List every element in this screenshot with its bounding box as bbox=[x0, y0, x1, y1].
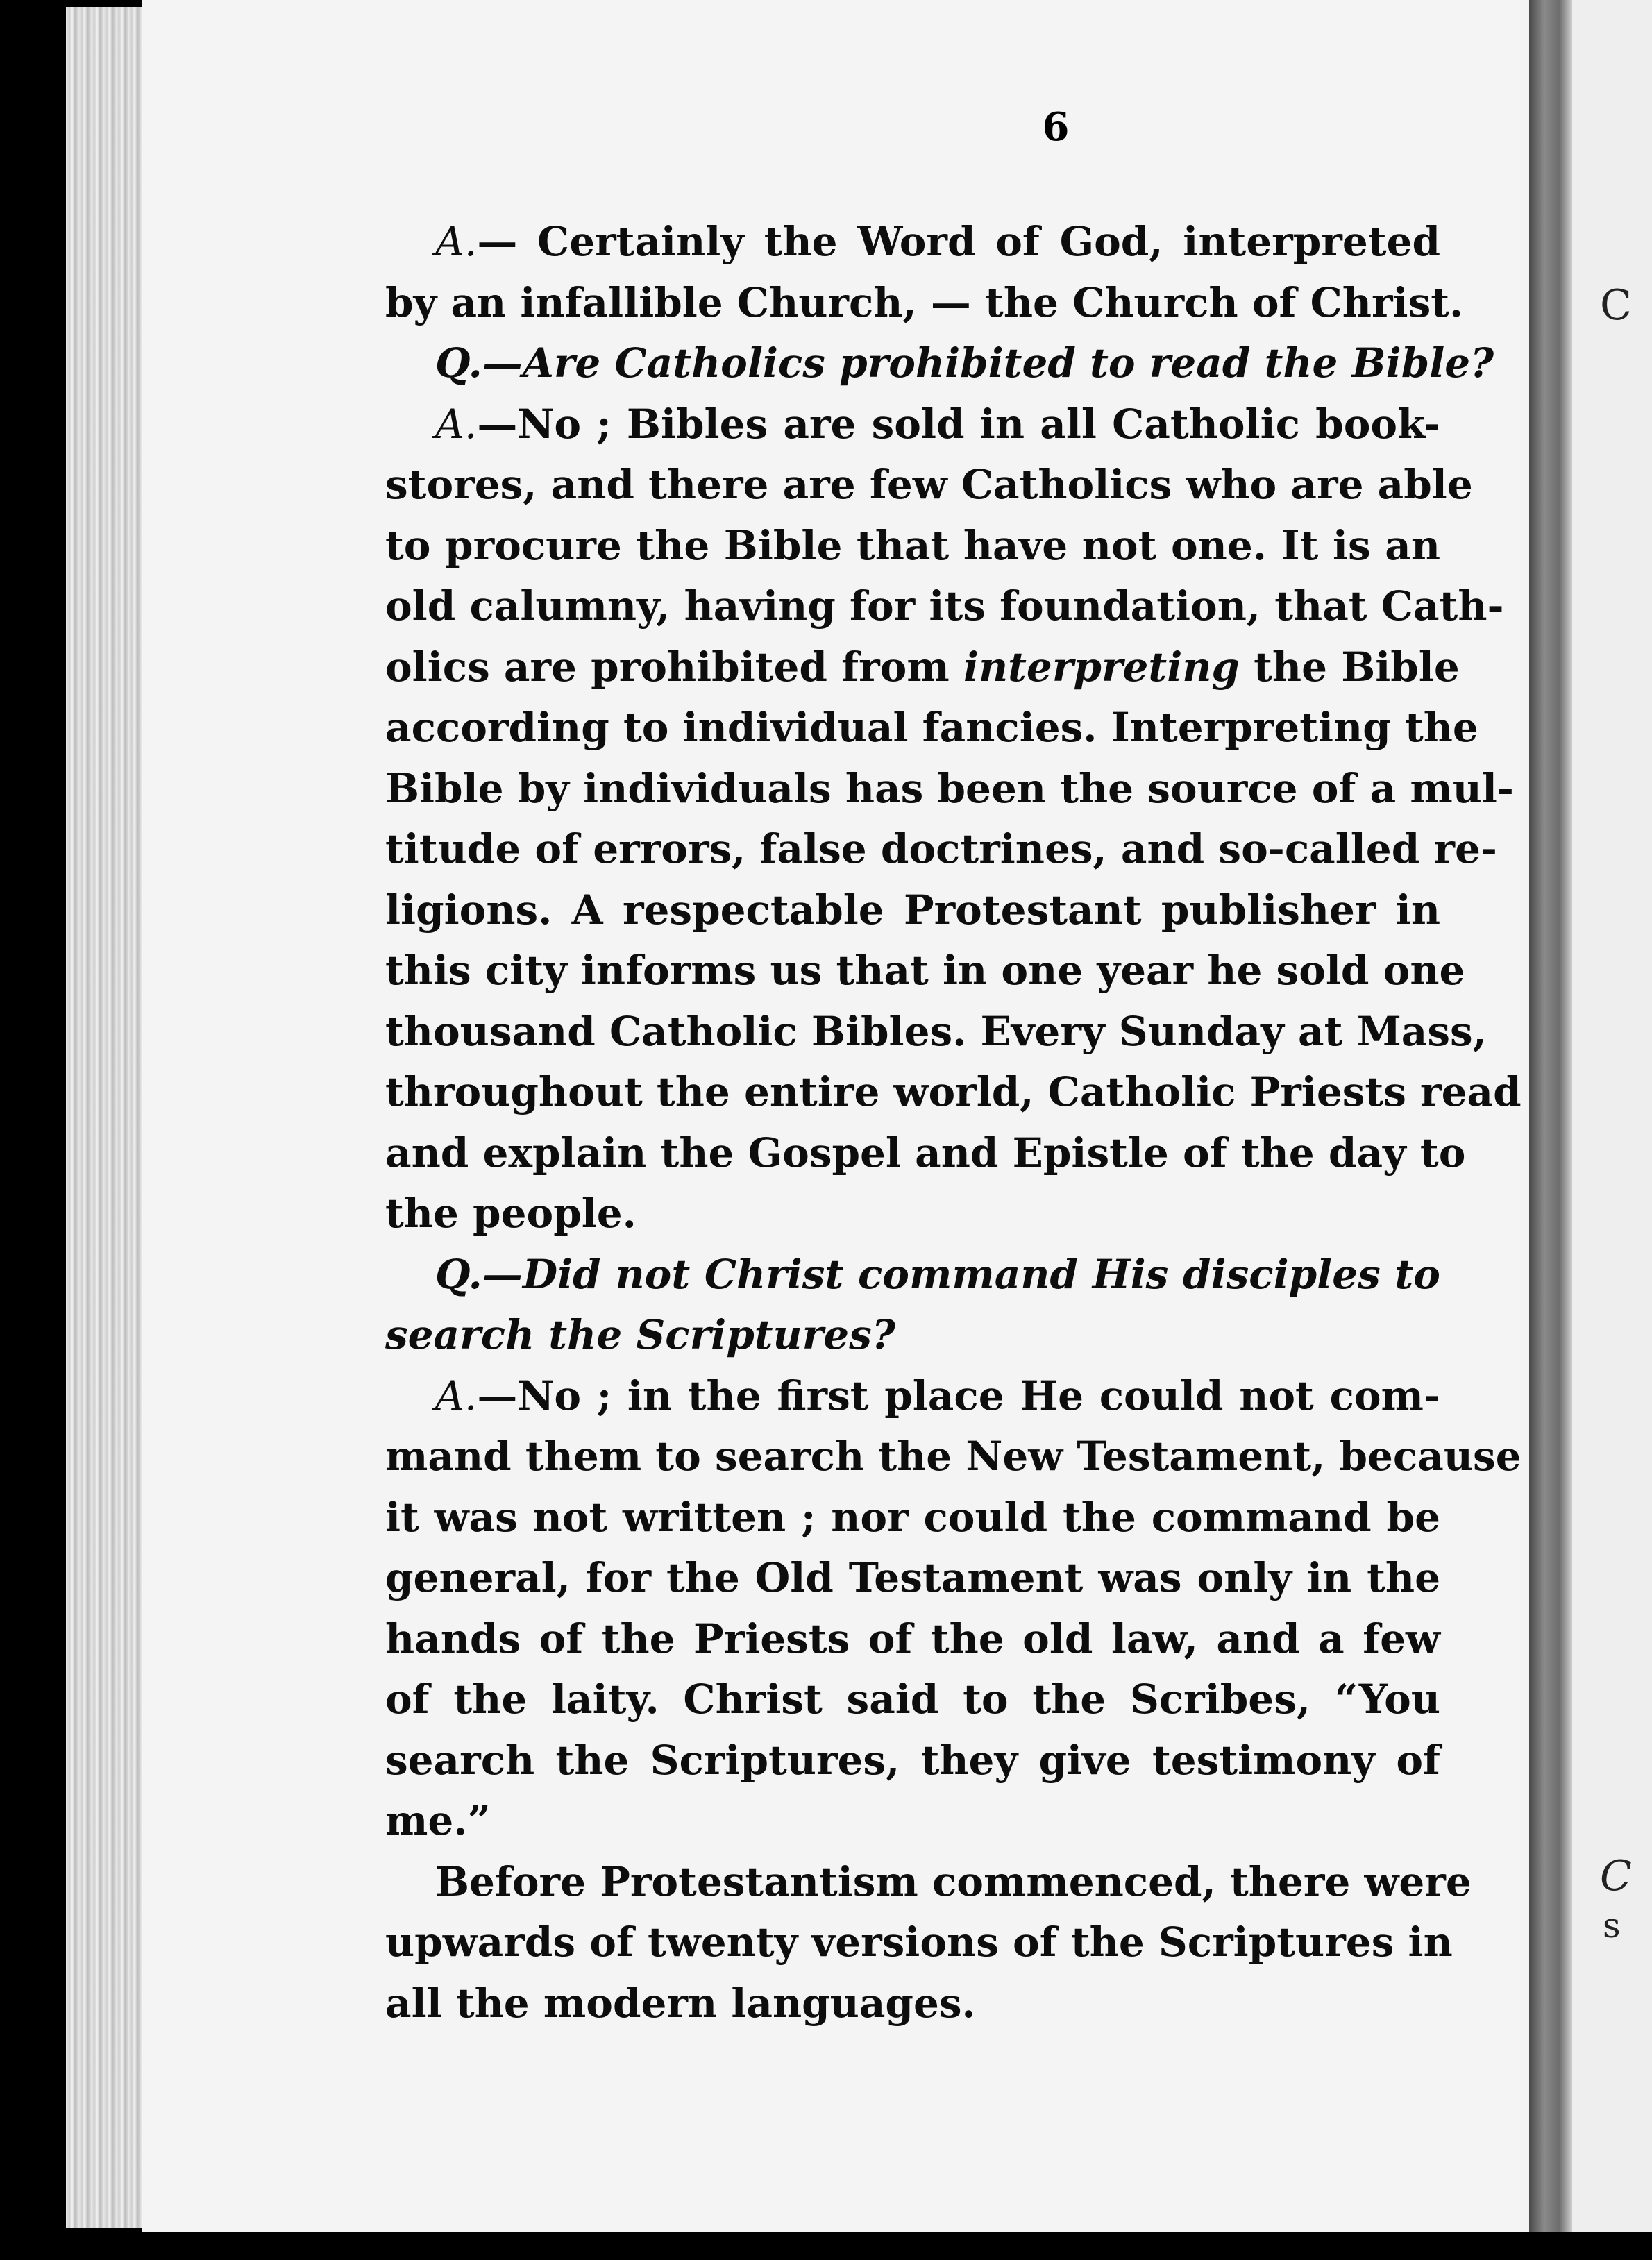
facing-page-letter: C bbox=[1600, 281, 1632, 330]
text-line bbox=[385, 1912, 1453, 1973]
text-line bbox=[385, 516, 1440, 577]
text-line bbox=[385, 819, 1497, 880]
text-line bbox=[385, 1062, 1522, 1123]
text-run: —No ; Bibles are sold in all Catholic book- bbox=[477, 400, 1440, 448]
italic-text: interpreting bbox=[963, 643, 1240, 691]
text-run: A. bbox=[435, 400, 478, 448]
text-run: stores, and there are few Catholics who are able bbox=[385, 461, 1473, 508]
text-line bbox=[385, 1973, 1440, 2034]
text-run: of the laity. Christ said to the Scribes, “You bbox=[385, 1676, 1440, 1723]
text-line bbox=[385, 1669, 1440, 1730]
book-page-edges bbox=[66, 7, 142, 2228]
text-run: me.” bbox=[385, 1797, 491, 1844]
facing-page-letter: s bbox=[1603, 1905, 1621, 1946]
facing-page-letter: C bbox=[1600, 1852, 1632, 1900]
text-run: it was not written ; nor could the command be bbox=[385, 1493, 1440, 1541]
text-line bbox=[385, 1548, 1440, 1609]
text-run: A. bbox=[435, 218, 478, 265]
text-line bbox=[385, 1730, 1440, 1791]
text-line bbox=[385, 1245, 1440, 1306]
text-run: general, for the Old Testament was only in the bbox=[385, 1554, 1440, 1601]
text-line bbox=[385, 212, 1440, 273]
page-number: 6 bbox=[1042, 104, 1070, 150]
text-run: — Certainly the Word of God, interpreted bbox=[477, 218, 1440, 265]
text-line bbox=[385, 455, 1473, 516]
text-run: —No ; in the first place He could not com- bbox=[477, 1372, 1440, 1419]
text-run: mand them to search the New Testament, because bbox=[385, 1433, 1522, 1480]
text-run: hands of the Priests of the old law, and a few bbox=[385, 1614, 1440, 1662]
text-run: search the Scriptures, they give testimony of bbox=[385, 1736, 1440, 1784]
text-line bbox=[385, 637, 1460, 698]
italic-text: search the Scriptures? bbox=[385, 1311, 895, 1358]
italic-text: Q.—Are Catholics prohibited to read the Bible? bbox=[435, 339, 1494, 387]
text-run: all the modern languages. bbox=[385, 1979, 976, 2027]
text-line bbox=[385, 1123, 1466, 1184]
text-run: to procure the Bible that have not one. It is an bbox=[385, 521, 1440, 569]
text-run: by an infallible Church, — the Church of Christ. bbox=[385, 278, 1464, 326]
text-line bbox=[385, 759, 1514, 820]
facing-page bbox=[1572, 0, 1652, 2232]
text-run: the people. bbox=[385, 1190, 637, 1237]
text-run: throughout the entire world, Catholic Priests read bbox=[385, 1068, 1522, 1115]
text-line bbox=[385, 1183, 1440, 1245]
text-run: titude of errors, false doctrines, and so-called re- bbox=[385, 825, 1497, 872]
text-run: A. bbox=[435, 1372, 478, 1419]
text-line bbox=[385, 1426, 1522, 1487]
book-gutter bbox=[1529, 0, 1572, 2232]
text-run: thousand Catholic Bibles. Every Sunday at Mass, bbox=[385, 1007, 1487, 1055]
text-line bbox=[385, 333, 1494, 394]
text-run: and explain the Gospel and Epistle of the day to bbox=[385, 1129, 1466, 1177]
text-line bbox=[385, 394, 1440, 455]
text-line bbox=[385, 1305, 1440, 1366]
italic-text: Q.—Did not Christ command His disciples to bbox=[435, 1250, 1440, 1298]
text-line bbox=[385, 1852, 1472, 1913]
text-run: this city informs us that in one year he sold one bbox=[385, 947, 1465, 994]
text-run: ligions. A respectable Protestant publisher in bbox=[385, 886, 1440, 934]
text-run: old calumny, having for its foundation, that Cath- bbox=[385, 582, 1504, 630]
text-line bbox=[385, 1487, 1440, 1549]
text-line bbox=[385, 576, 1504, 637]
text-line bbox=[385, 1002, 1487, 1063]
text-run: Bible by individuals has been the source of a mul- bbox=[385, 764, 1514, 812]
text-run: the Bible bbox=[1239, 643, 1460, 691]
text-run: olics are prohibited from bbox=[385, 643, 963, 691]
text-run: upwards of twenty versions of the Scriptures in bbox=[385, 1919, 1453, 1966]
text-run: according to individual fancies. Interpreting the bbox=[385, 704, 1478, 751]
text-line bbox=[385, 698, 1478, 759]
body-text bbox=[385, 212, 1522, 2034]
text-line bbox=[385, 1791, 1440, 1852]
text-run: Before Protestantism commenced, there were bbox=[435, 1857, 1472, 1905]
scan-left-border bbox=[0, 0, 66, 2260]
text-line bbox=[385, 273, 1464, 334]
text-line bbox=[385, 1366, 1440, 1427]
text-line bbox=[385, 941, 1465, 1002]
text-line bbox=[385, 880, 1440, 941]
scan-bottom-border bbox=[0, 2232, 1652, 2260]
text-line bbox=[385, 1609, 1440, 1670]
